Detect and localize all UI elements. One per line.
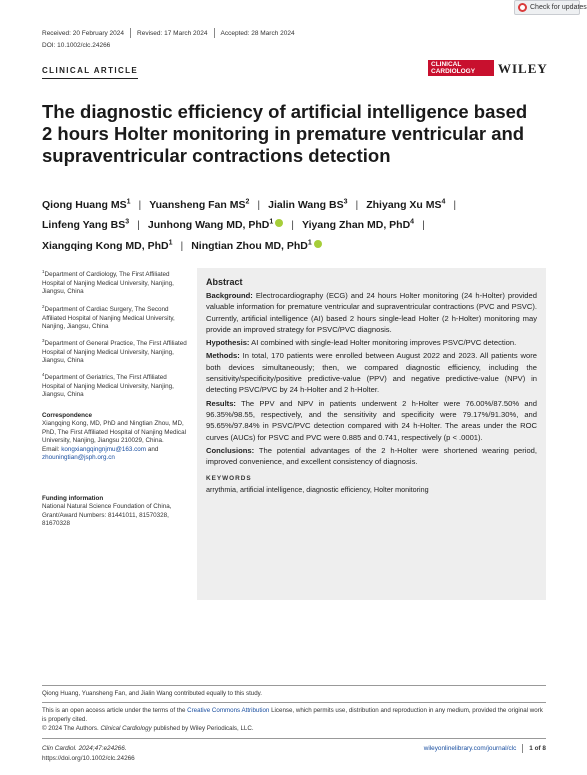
footer-divider bbox=[42, 738, 546, 739]
article-title: The diagnostic efficiency of artificial intelligence based 2 hours Holter monitoring in premature ventricular and supraventricular contractions detection bbox=[42, 101, 528, 166]
equal-contribution-note: Qiong Huang, Yuansheng Fan, and Jialin Wang contributed equally to this study. bbox=[42, 690, 263, 697]
divider bbox=[522, 744, 523, 753]
page-footer bbox=[424, 744, 546, 753]
accepted-date: Accepted: 28 March 2024 bbox=[220, 29, 295, 37]
author: Linfeng Yang $BS^3$ bbox=[42, 218, 130, 231]
email-link[interactable]: zhouningtian@jsph.org.cn bbox=[42, 454, 115, 462]
divider bbox=[130, 28, 131, 38]
funding-text: National Natural Science Foundation of China, Grant/Award Numbers: 81441011, 81570328, 81670328 bbox=[42, 503, 172, 528]
doi-link[interactable]: https://doi.org/10.1002/clc.24266 bbox=[42, 754, 135, 762]
funding-heading: Funding information bbox=[42, 495, 104, 502]
footnote-divider bbox=[42, 702, 546, 703]
revised-date: Revised: 17 March 2024 bbox=[137, 29, 208, 37]
correspondence-heading: Correspondence bbox=[42, 412, 93, 419]
citation-text: Clin Cardiol. 2024;47:e24266. bbox=[42, 745, 127, 752]
author: Xiangqing Kong MD, PhD$^1$ bbox=[42, 239, 173, 252]
keywords: arrythmia, artificial intelligence, diagnostic efficiency, Holter monitoring bbox=[206, 485, 429, 495]
license-link[interactable]: Creative Commons Attribution bbox=[187, 707, 270, 714]
affiliation: $^3$Department of General Practice, The First Affiliated Hospital of Nanjing Medical University, Nanjing, Jiangsu, China bbox=[42, 338, 187, 364]
footnote-divider bbox=[42, 685, 546, 686]
keywords-heading: KEYWORDS bbox=[206, 475, 252, 483]
article-dates bbox=[42, 28, 295, 38]
citation bbox=[42, 744, 135, 763]
article-type: CLINICAL ARTICLE bbox=[42, 66, 138, 79]
abstract-methods: Methods: In total, 170 patients were enrolled between August 2022 and 2023. All patients wore both devices simultaneously; then, we compared diagnostic efficiency, including the sensitivity/specificity/positive predictive-value (PPV) and negative predictive-value (NPV) in detecting PSVC/PVC by 24 h-Holter and 2 h-Holter. bbox=[206, 351, 537, 395]
author[interactable]: Ningtian Zhou MD, PhD$^1$ bbox=[191, 240, 322, 252]
check-for-updates-button[interactable] bbox=[514, 0, 587, 15]
author-list: Qiong Huang $MS^1$ | Yuansheng Fan $MS^2$ | Jialin Wang $BS^3$ | Zhiyang Xu $MS^4$ | Linfeng Yang $BS^3$ | Junhong Wang MD, PhD$^1$ | Yiyang Zhan MD, PhD$^4$ | Xiangqing Kong MD, PhD$^1$ | Ningtian Zhou MD, PhD$^1$ bbox=[42, 198, 457, 252]
abstract-results: Results: The PPV and NPV in patients underwent 2 h-Holter were 76.00%/87.50% and 96.35%/98.55, respectively, and the sensitivity and specificity were 79.17%/91.30%, and 95.65%/97.84% in PSVC/PVC detection compared with 24 h-Holter. The areas under the ROC curves (AUCs) for PSVC and PVC were 0.885 and 0.741, respectively (p < .0001). bbox=[206, 398, 537, 442]
orcid-icon[interactable] bbox=[275, 219, 283, 227]
author: Qiong Huang $MS^1$ bbox=[42, 198, 131, 211]
publisher-logo: WILEY bbox=[498, 61, 548, 76]
correspondence: Correspondence Xiangqing Kong, MD, PhD and Ningtian Zhou, MD, PhD, The First Affiliated Hospital of Nanjing Medical University, Nanjing, Jiangsu 210029, China. Email: kongxiangqingnjmu@163.com and zhouningtian@jsph.org.cn bbox=[42, 412, 188, 462]
crossmark-icon bbox=[518, 3, 527, 12]
journal-site-link[interactable]: wileyonlinelibrary.com/journal/clc bbox=[423, 745, 517, 752]
received-date: Received: 20 February 2024 bbox=[42, 29, 125, 37]
author: Yuansheng Fan $MS^2$ bbox=[149, 198, 250, 211]
affiliation: $^1$Department of Cardiology, The First Affiliated Hospital of Nanjing Medical University, Nanjing, Jiangsu, China bbox=[42, 269, 174, 295]
author: Yiyang Zhan MD, PhD$^4$ bbox=[302, 218, 415, 231]
license-note: This is an open access article under the terms of the Creative Commons Attribution License, which permits use, distribution and reproduction in any medium, provided the original work is properly cited. © 2024 The Authors. Clinical Cardiology published by Wiley Periodicals, LLC. bbox=[42, 707, 543, 732]
author[interactable]: Junhong Wang MD, PhD$^1$ bbox=[148, 219, 283, 231]
abstract-heading: Abstract bbox=[206, 277, 243, 287]
funding bbox=[42, 495, 188, 529]
abstract-box bbox=[197, 268, 546, 600]
correspondence-text: Xiangqing Kong, MD, PhD and Ningtian Zhou, MD, PhD, The First Affiliated Hospital of Nanjing Medical University, Nanjing, Jiangsu 210029, China. bbox=[42, 420, 186, 445]
check-for-updates-label: Check for updates bbox=[530, 4, 587, 11]
email-link[interactable]: kongxiangqingnjmu@163.com bbox=[61, 445, 147, 453]
page-number: 1 of 8 bbox=[529, 745, 546, 752]
abstract-background: Background: Electrocardiography (ECG) and 24 hours Holter monitoring (24 h-Holter) provided valuable information for premature ventricular and supraventricular contractions (PVC and PSVC). Currently, artificial intelligence (AI) based 2 hours single-lead Holter (2 h-Holter) monitoring may provide an improved strategy for PSVC/PVC diagnosis. bbox=[206, 291, 537, 334]
abstract-conclusions: Conclusions: The potential advantages of the 2 h-Holter were shortened wearing period, improved convenience, and excellent consistency of diagnosis. bbox=[206, 445, 538, 467]
doi: DOI: 10.1002/clc.24266 bbox=[42, 42, 111, 49]
affiliation: $^2$Department of Cardiac Surgery, The Second Affiliated Hospital of Nanjing Medical University, Nanjing, Jiangsu, China bbox=[42, 304, 175, 330]
journal-logo: CLINICAL CARDIOLOGY bbox=[428, 60, 494, 76]
author: Zhiyang Xu $MS^4$ bbox=[366, 198, 446, 211]
abstract-hypothesis: Hypothesis: AI combined with single-lead Holter monitoring improves PSVC/PVC detection. bbox=[206, 338, 517, 348]
affiliation: $^4$Department of Geriatrics, The First Affiliated Hospital of Nanjing Medical University, Nanjing, Jiangsu, China bbox=[42, 372, 174, 398]
orcid-icon[interactable] bbox=[314, 240, 322, 248]
author: Jialin Wang $BS^3$ bbox=[268, 198, 348, 211]
divider bbox=[214, 28, 215, 38]
